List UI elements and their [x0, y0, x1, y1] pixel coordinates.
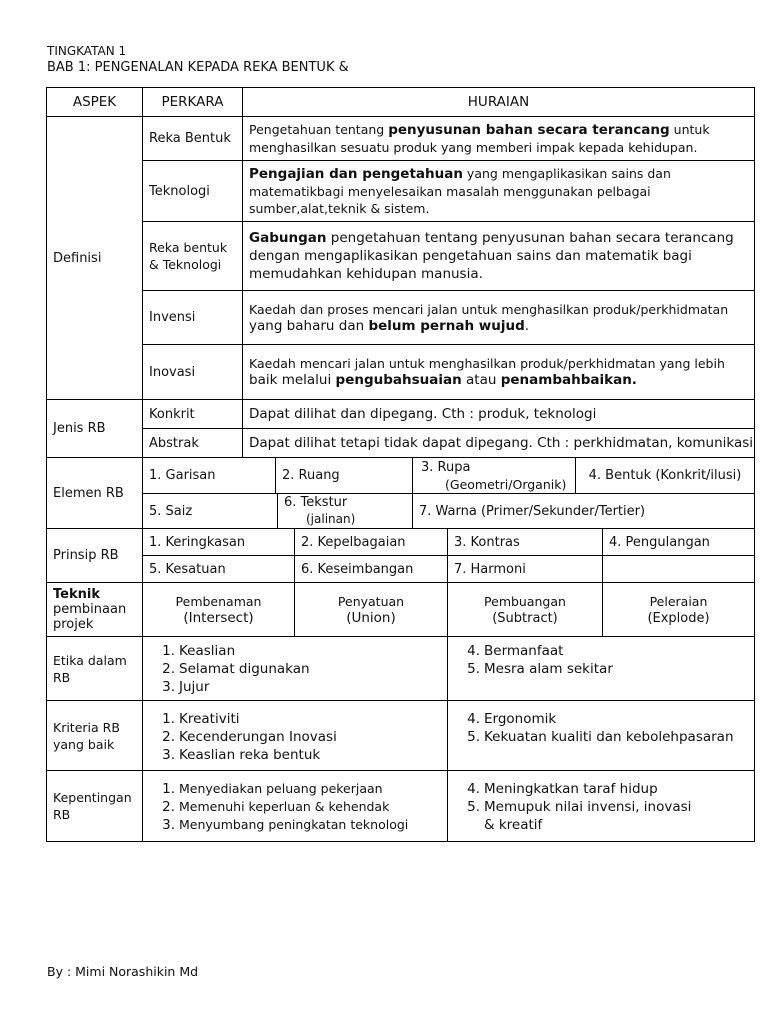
text: Memenuhi keperluan & kehendak — [179, 799, 390, 814]
header-huraian: HURAIAN — [242, 87, 755, 117]
list-item — [149, 780, 447, 798]
perkara-reka-bentuk: Reka Bentuk — [142, 116, 243, 161]
text: Kriteria RB — [53, 719, 120, 735]
text: Pembenaman — [175, 593, 262, 609]
text: 5. — [467, 729, 480, 745]
kriteria-left-list — [142, 700, 448, 771]
prinsip-kontras: 3. Kontras — [447, 528, 603, 556]
list-item — [454, 710, 754, 728]
teknik-pembuangan — [447, 582, 603, 637]
elemen-ruang: 2. Ruang — [275, 457, 413, 494]
perkara-reka-bentuk-teknologi — [142, 221, 243, 291]
kepentingan-left-list — [142, 770, 448, 842]
perkara-abstrak: Abstrak — [142, 428, 243, 458]
elemen-rupa — [412, 457, 576, 494]
list-item — [454, 798, 754, 816]
aspek-definisi: Definisi — [46, 116, 143, 400]
list-item — [149, 660, 447, 678]
prinsip-kesatuan: 5. Kesatuan — [142, 555, 295, 583]
list-item — [454, 642, 754, 660]
text: Menyediakan peluang pekerjaan — [179, 781, 383, 796]
aspek-prinsip-rb: Prinsip RB — [46, 528, 143, 583]
teknik-peleraian — [602, 582, 755, 637]
text: Kekuatan kualiti dan kebolehpasaran — [484, 729, 734, 745]
kepentingan-right-list — [447, 770, 755, 842]
text: 3. — [162, 679, 175, 695]
text: Menyumbang peningkatan teknologi — [179, 817, 409, 832]
list-item — [149, 642, 447, 660]
text: 5. — [467, 661, 480, 677]
text: Etika dalam — [53, 652, 127, 668]
text: Mesra alam sekitar — [484, 661, 613, 677]
author-credit: By : Mimi Norashikin Md — [47, 964, 199, 979]
text: Pengetahuan tentang — [249, 122, 389, 137]
text-bold: penambahbaikan. — [500, 372, 637, 388]
level-label: TINGKATAN 1 — [47, 44, 127, 58]
huraian-inovasi — [242, 344, 755, 400]
etika-right-list — [447, 636, 755, 701]
text: 2. — [162, 729, 175, 745]
list-item — [149, 816, 447, 834]
text: Kaedah dan proses mencari jalan untuk menghasilkan produk/perkhidmatan — [249, 301, 729, 317]
text: untuk menghasilkan sesuatu produk yang memberi impak kepada kehidupan. — [249, 122, 710, 155]
aspek-jenis-rb: Jenis RB — [46, 399, 143, 458]
aspek-elemen-rb: Elemen RB — [46, 457, 143, 529]
prinsip-keringkasan: 1. Keringkasan — [142, 528, 295, 556]
prinsip-keseimbangan: 6. Keseimbangan — [294, 555, 448, 583]
text: pengetahuan tentang penyusunan bahan secara terancang dengan mengaplikasikan pengetahuan sains dan matematik bagi memudahkan kehidupan manusia. — [249, 230, 734, 282]
aspek-teknik — [46, 582, 143, 637]
text: Ergonomik — [484, 711, 557, 727]
text-bold: Pengajian dan pengetahuan — [249, 166, 463, 182]
text-bold: belum pernah wujud — [368, 317, 525, 334]
text: 3. — [162, 817, 175, 833]
text: pembinaan — [53, 602, 127, 617]
perkara-konkrit: Konkrit — [142, 399, 243, 429]
list-item — [454, 780, 754, 798]
text: (Subtract) — [492, 610, 558, 626]
perkara-teknologi: Teknologi — [142, 160, 243, 222]
elemen-tekstur — [277, 493, 413, 529]
text: 6. Tekstur — [284, 495, 348, 510]
etika-left-list — [142, 636, 448, 701]
perkara-invensi: Invensi — [142, 290, 243, 345]
perkara-inovasi: Inovasi — [142, 344, 243, 400]
huraian-invensi — [242, 290, 755, 345]
text: & kreatif — [484, 817, 543, 833]
text: Kepentingan — [53, 790, 132, 805]
prinsip-harmoni: 7. Harmoni — [447, 555, 603, 583]
text: . — [524, 317, 530, 334]
header-perkara: PERKARA — [142, 87, 243, 117]
elemen-garisan: 1. Garisan — [142, 457, 276, 494]
text: 3. Rupa — [421, 460, 471, 475]
text: (Explode) — [647, 610, 710, 626]
text: atau — [461, 372, 501, 388]
text: 2. — [162, 799, 175, 815]
text: 5. — [467, 799, 480, 815]
list-item — [149, 746, 447, 764]
text: Teknik — [53, 587, 100, 602]
elemen-bentuk: 4. Bentuk (Konkrit/ilusi) — [575, 457, 755, 494]
text: Pembuangan — [484, 593, 566, 609]
text: yang baik — [53, 736, 115, 752]
list-item — [454, 816, 754, 834]
list-item — [149, 678, 447, 696]
text: Memupuk nilai invensi, inovasi — [484, 799, 692, 815]
text: Selamat digunakan — [179, 661, 310, 677]
text-bold: Gabungan — [249, 230, 327, 246]
text: & Teknologi — [149, 257, 222, 272]
text: Bermanfaat — [484, 643, 564, 659]
text: Reka bentuk — [149, 240, 228, 255]
text: Meningkatkan taraf hidup — [484, 781, 658, 797]
text: (jalinan) — [306, 512, 356, 526]
kriteria-right-list — [447, 700, 755, 771]
text: yang mengaplikasikan sains dan matematikbagi menyelesaikan masalah menggunakan pelbagai sumber,alat,teknik & sistem. — [249, 166, 671, 216]
text: Penyatuan — [337, 593, 405, 609]
elemen-saiz: 5. Saiz — [142, 493, 278, 529]
aspek-kriteria — [46, 700, 143, 771]
text: (Intersect) — [183, 609, 254, 626]
text: Keaslian reka bentuk — [179, 747, 321, 763]
huraian-teknologi — [242, 160, 755, 222]
text: (Union) — [346, 609, 396, 626]
prinsip-empty — [602, 555, 755, 583]
header-aspek: ASPEK — [46, 87, 143, 117]
teknik-pembenaman — [142, 582, 295, 637]
text: 2. — [162, 661, 175, 677]
text: 4. — [467, 711, 480, 727]
chapter-title: BAB 1: PENGENALAN KEPADA REKA BENTUK & — [47, 60, 349, 75]
list-item — [454, 728, 754, 746]
text: RB — [53, 807, 71, 822]
text: yang baharu dan — [249, 317, 369, 334]
text: 1. — [162, 643, 175, 659]
aspek-etika — [46, 636, 143, 701]
list-item — [149, 728, 447, 746]
text-bold: penyusunan bahan secara terancang — [388, 122, 670, 138]
text: baik melalui — [249, 372, 336, 388]
text-bold: pengubahsuaian — [335, 372, 462, 388]
elemen-warna: 7. Warna (Primer/Sekunder/Tertier) — [412, 493, 755, 529]
huraian-reka-bentuk-teknologi — [242, 221, 755, 291]
text: Kreativiti — [179, 711, 240, 727]
text: Peleraian — [649, 593, 708, 609]
text: RB — [53, 669, 71, 685]
text: projek — [53, 617, 94, 632]
huraian-abstrak: Dapat dilihat tetapi tidak dapat dipegang. Cth : perkhidmatan, komunikasi — [242, 428, 755, 458]
huraian-konkrit: Dapat dilihat dan dipegang. Cth : produk, teknologi — [242, 399, 755, 429]
prinsip-kepelbagaian: 2. Kepelbagaian — [294, 528, 448, 556]
aspek-kepentingan — [46, 770, 143, 842]
text: 3. — [162, 747, 175, 763]
list-item — [149, 710, 447, 728]
text: 1. — [162, 781, 175, 797]
text: Jujur — [179, 679, 210, 695]
huraian-reka-bentuk — [242, 116, 755, 161]
text: 1. — [162, 711, 175, 727]
list-item — [149, 798, 447, 816]
teknik-penyatuan — [294, 582, 448, 637]
list-item — [454, 660, 754, 678]
text: (Geometri/Organik) — [445, 477, 567, 492]
text: Kaedah mencari jalan untuk menghasilkan produk/perkhidmatan yang lebih — [249, 356, 725, 371]
text: Kecenderungan Inovasi — [179, 729, 337, 745]
text: 4. — [467, 781, 480, 797]
text: Keaslian — [179, 643, 236, 659]
prinsip-pengulangan: 4. Pengulangan — [602, 528, 755, 556]
text: 4. — [467, 643, 480, 659]
